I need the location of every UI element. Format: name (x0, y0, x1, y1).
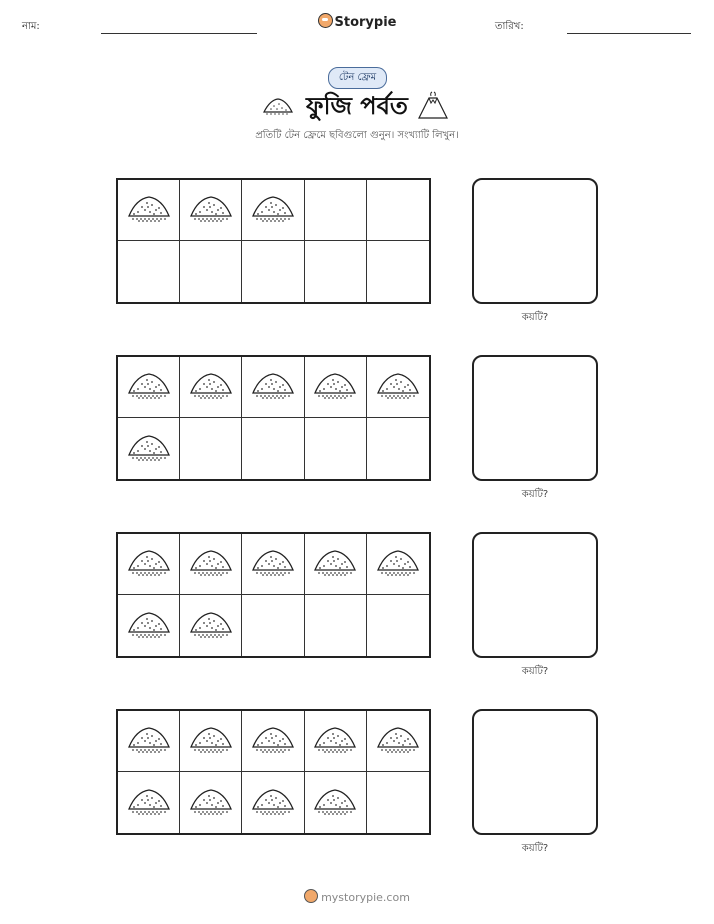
volcano-icon (417, 90, 449, 124)
fuji-pile-icon (126, 369, 172, 405)
ten-frame-1 (116, 178, 431, 304)
ten-frame-cell (367, 534, 429, 595)
ten-frame-cell (180, 180, 242, 241)
fuji-pile-icon (126, 723, 172, 759)
ten-frame-cell (305, 180, 367, 241)
ten-frame-cell (367, 357, 429, 418)
date-line[interactable] (567, 33, 691, 34)
ten-frame-cell (367, 418, 429, 479)
fuji-pile-icon (312, 723, 358, 759)
ten-frame-cell (118, 241, 180, 302)
ten-frame-cell (242, 241, 304, 302)
ten-frame-cell (118, 534, 180, 595)
fuji-pile-icon (126, 608, 172, 644)
fuji-pile-icon (188, 369, 234, 405)
ten-frame-cell (367, 180, 429, 241)
ten-frame-cell (367, 711, 429, 772)
ten-frame-cell (180, 357, 242, 418)
ten-frame-cell (118, 357, 180, 418)
page-title: ফুজি পর্বত (306, 92, 408, 120)
fuji-pile-icon (250, 369, 296, 405)
fuji-pile-icon (375, 723, 421, 759)
fuji-pile-icon (126, 546, 172, 582)
ten-frame-cell (242, 180, 304, 241)
ten-frame-cell (305, 711, 367, 772)
ten-frame-badge: টেন ফ্রেম (328, 67, 387, 89)
fuji-pile-icon (188, 785, 234, 821)
how-many-label: কয়টি? (521, 489, 549, 500)
answer-box-4[interactable] (472, 709, 598, 835)
ten-frame-cell (242, 595, 304, 656)
name-label: নাম: (22, 21, 40, 32)
fuji-pile-icon (375, 369, 421, 405)
fuji-pile-icon (312, 785, 358, 821)
ten-frame-cell (242, 772, 304, 833)
ten-frame-4 (116, 709, 431, 835)
fuji-pile-icon (126, 785, 172, 821)
fuji-pile-icon (312, 546, 358, 582)
ten-frame-cell (242, 418, 304, 479)
ten-frame-cell (118, 595, 180, 656)
storypie-logo-icon (318, 13, 333, 28)
ten-frame-cell (180, 534, 242, 595)
ten-frame-cell (305, 241, 367, 302)
brand-logo: Storypie (0, 13, 714, 30)
ten-frame-cell (118, 711, 180, 772)
ten-frame-cell (242, 357, 304, 418)
ten-frame-cell (180, 418, 242, 479)
ten-frame-cell (180, 772, 242, 833)
name-line[interactable] (101, 33, 257, 34)
fuji-pile-icon (250, 192, 296, 228)
ten-frame-cell (118, 772, 180, 833)
ten-frame-cell (180, 595, 242, 656)
ten-frame-cell (118, 180, 180, 241)
fuji-pile-icon (126, 431, 172, 467)
ten-frame-cell (305, 595, 367, 656)
footer: mystorypie.com (0, 889, 714, 904)
fuji-pile-icon (188, 546, 234, 582)
fuji-pile-icon (250, 546, 296, 582)
ten-frame-cell (180, 241, 242, 302)
answer-box-3[interactable] (472, 532, 598, 658)
ten-frame-cell (305, 357, 367, 418)
ten-frame-2 (116, 355, 431, 481)
fuji-pile-icon (188, 608, 234, 644)
ten-frame-cell (305, 534, 367, 595)
fuji-pile-icon (250, 785, 296, 821)
fuji-pile-icon (312, 369, 358, 405)
fuji-pile-icon (188, 723, 234, 759)
ten-frame-cell (305, 772, 367, 833)
answer-box-2[interactable] (472, 355, 598, 481)
ten-frame-cell (367, 241, 429, 302)
answer-box-1[interactable] (472, 178, 598, 304)
ten-frame-cell (367, 772, 429, 833)
ten-frame-cell (367, 595, 429, 656)
date-label: তারিখ: (495, 21, 524, 32)
ten-frame-3 (116, 532, 431, 658)
fuji-pile-icon (126, 192, 172, 228)
how-many-label: কয়টি? (521, 312, 549, 323)
ten-frame-cell (305, 418, 367, 479)
storypie-footer-logo-icon (304, 889, 318, 903)
instruction-text: প্রতিটি টেন ফ্রেমে ছবিগুলো গুনুন। সংখ্যাটি লিখুন। (255, 130, 459, 141)
fuji-pile-icon (250, 723, 296, 759)
ten-frame-cell (242, 534, 304, 595)
how-many-label: কয়টি? (521, 666, 549, 677)
ten-frame-cell (242, 711, 304, 772)
ten-frame-cell (118, 418, 180, 479)
fuji-pile-icon (375, 546, 421, 582)
how-many-label: কয়টি? (521, 843, 549, 854)
ten-frame-cell (180, 711, 242, 772)
fuji-pile-icon (188, 192, 234, 228)
